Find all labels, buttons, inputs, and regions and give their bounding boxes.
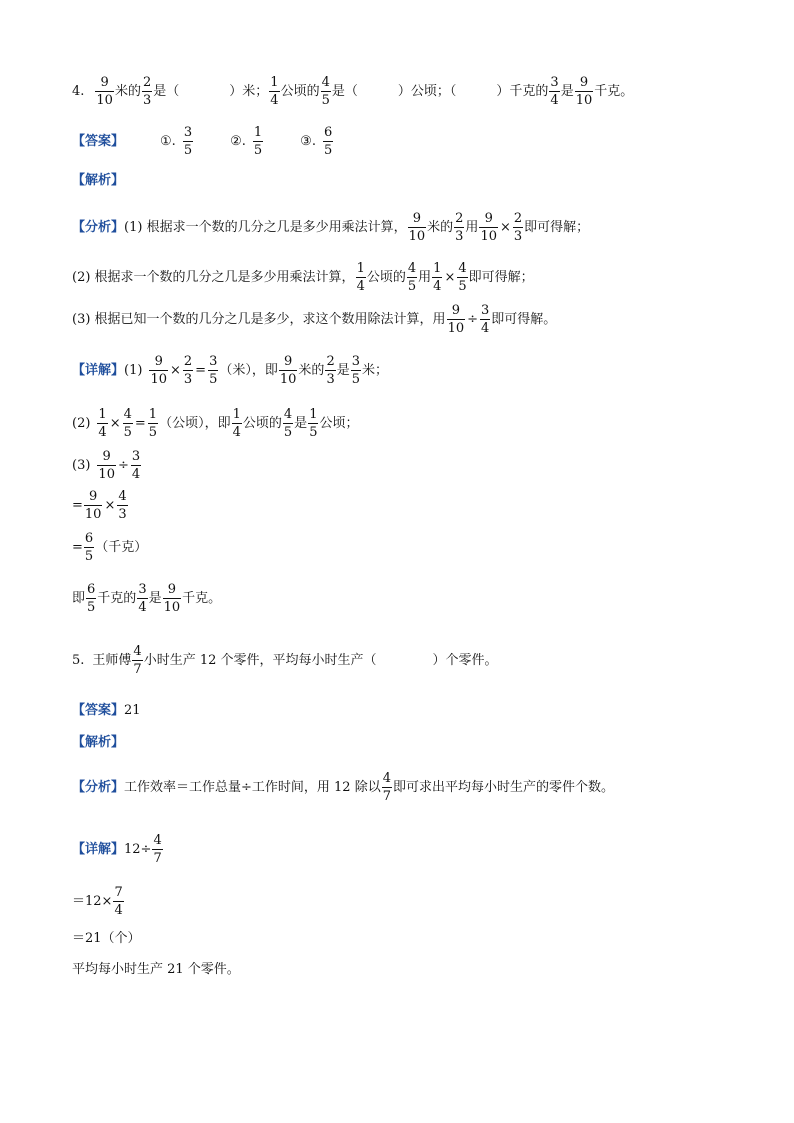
q5-question: 5. 王师傅 $\frac{4}{7}$ 小时生产 12 个零件，平均每小时生产（ ）个零件。 xyxy=(72,644,498,677)
fraction: $\frac{1}{4}$ xyxy=(98,407,107,440)
fraction: $\frac{4}{7}$ xyxy=(133,644,142,677)
q5-conclusion: 平均每小时生产 21 个零件。 xyxy=(72,962,240,977)
q5-fenxi: 【分析】 工作效率＝工作总量÷工作时间，用 12 除以 $\frac{4}{7}$ 即可求出平均每小时生产的零件个数。 xyxy=(72,771,615,804)
fraction: $\frac{3}{4}$ xyxy=(131,449,141,482)
q4-xiangjie-2: (2) $\frac{1}{4}$ × $\frac{4}{5}$ = $\frac{1}{5}$ （公顷），即 $\frac{1}{4}$ 公顷的 $\frac{4}{5}$ 是 $\frac{1}{5}$ 公顷； xyxy=(72,407,359,440)
fraction: $\frac{4}{3}$ xyxy=(118,489,127,522)
xiangjie-label: 【详解】 xyxy=(72,842,125,857)
q4-conclusion: 即 $\frac{6}{5}$ 千克的 $\frac{3}{4}$ 是 $\frac{9}{10}$ 千克。 xyxy=(72,582,222,615)
q4-xiangjie-5: = $\frac{6}{5}$ （千克） xyxy=(72,531,148,564)
fraction: $\frac{3}{5}$ xyxy=(209,354,218,387)
q4-fenxi-3: (3) 根据已知一个数的几分之几是多少，求这个数用除法计算，用 $\frac{9}{10}$ ÷ $\frac{3}{4}$ 即可得解。 xyxy=(72,303,557,336)
fraction: $\frac{1}{5}$ xyxy=(148,407,158,440)
fraction: $\frac{4}{5}$ xyxy=(283,407,293,440)
fraction: $\frac{1}{4}$ xyxy=(433,261,442,294)
fraction: $\frac{2}{3}$ xyxy=(183,354,193,387)
answer-label: 【答案】 xyxy=(72,703,125,718)
fraction: $\frac{3}{4}$ xyxy=(481,303,490,336)
fraction: $\frac{3}{5}$ xyxy=(351,354,361,387)
q5-xiangjie-1: 【详解】 12÷ $\frac{4}{7}$ xyxy=(72,833,162,866)
fraction: $\frac{3}{4}$ xyxy=(138,582,147,615)
fraction: $\frac{9}{10}$ xyxy=(408,211,426,244)
fraction: $\frac{3}{4}$ xyxy=(550,75,559,108)
fraction: $\frac{9}{10}$ xyxy=(279,354,297,387)
jiexi-label: 【解析】 xyxy=(72,173,125,188)
answer-label: 【答案】 xyxy=(72,134,125,149)
fraction: $\frac{9}{10}$ xyxy=(447,303,465,336)
jiexi-label: 【解析】 xyxy=(72,735,125,750)
q5-number: 5. xyxy=(72,653,85,668)
fraction: $\frac{4}{7}$ xyxy=(153,833,162,866)
fenxi-label: 【分析】 xyxy=(72,780,125,795)
fraction: $\frac{4}{5}$ xyxy=(321,75,330,108)
fraction: $\frac{9}{10}$ xyxy=(96,75,113,108)
fraction: $\frac{2}{3}$ xyxy=(513,211,523,244)
q5-jiexi xyxy=(72,736,124,749)
fraction: $\frac{9}{10}$ xyxy=(84,489,102,522)
fraction: $\frac{6}{5}$ xyxy=(84,531,94,564)
fraction: $\frac{1}{4}$ xyxy=(356,261,365,294)
q4-jiexi xyxy=(72,174,124,187)
q5-xiangjie-3: ＝21（个） xyxy=(72,931,141,946)
fraction: $\frac{4}{7}$ xyxy=(382,771,391,804)
fraction: $\frac{2}{3}$ xyxy=(142,75,152,108)
answer-value: 21 xyxy=(124,703,141,718)
q4-number: 4. xyxy=(72,84,85,99)
fraction: $\frac{9}{10}$ xyxy=(163,582,181,615)
fraction: $\frac{4}{5}$ xyxy=(458,261,467,294)
fraction: $\frac{9}{10}$ xyxy=(98,449,115,482)
fraction: $\frac{4}{5}$ xyxy=(123,407,132,440)
xiangjie-label: 【详解】 xyxy=(72,363,125,378)
q4-answer: 【答案】 ①. $\frac{3}{5}$ ②. $\frac{1}{5}$ ③. $\frac{6}{5}$ xyxy=(72,125,333,158)
fraction: $\frac{9}{10}$ xyxy=(575,75,593,108)
fraction: $\frac{3}{5}$ xyxy=(183,125,193,158)
fraction: $\frac{1}{4}$ xyxy=(232,407,241,440)
q4-question: 4. $\frac{9}{10}$ 米的 $\frac{2}{3}$ 是（ ）米； $\frac{1}{4}$ 公顷的 $\frac{4}{5}$ 是（ ）公顷；（ ）千克的 $\frac{3}{4}$ 是 $\frac{9}{10}$ 千克。 xyxy=(72,75,634,108)
q5-answer xyxy=(72,704,141,717)
fraction: $\frac{9}{10}$ xyxy=(150,354,167,387)
fraction: $\frac{4}{5}$ xyxy=(407,261,417,294)
fraction: $\frac{1}{5}$ xyxy=(253,125,263,158)
fraction: $\frac{9}{10}$ xyxy=(480,211,497,244)
fraction: $\frac{6}{5}$ xyxy=(87,582,96,615)
fraction: $\frac{6}{5}$ xyxy=(323,125,333,158)
q4-xiangjie-3: (3) $\frac{9}{10}$ ÷ $\frac{3}{4}$ xyxy=(72,449,141,482)
q4-xiangjie-4: = $\frac{9}{10}$ × $\frac{4}{3}$ xyxy=(72,489,127,522)
fraction: $\frac{1}{4}$ xyxy=(270,75,279,108)
fenxi-label: 【分析】 xyxy=(72,220,125,235)
fraction: $\frac{2}{3}$ xyxy=(326,354,335,387)
q4-fenxi-2: (2) 根据求一个数的几分之几是多少用乘法计算， $\frac{1}{4}$ 公顷的 $\frac{4}{5}$ 用 $\frac{1}{4}$ × $\frac{4}{5}$ 即可得解； xyxy=(72,261,534,294)
fraction: $\frac{2}{3}$ xyxy=(455,211,464,244)
fraction: $\frac{1}{5}$ xyxy=(309,407,318,440)
q4-fenxi-1: 【分析】 (1) 根据求一个数的几分之几是多少用乘法计算， $\frac{9}{10}$ 米的 $\frac{2}{3}$ 用 $\frac{9}{10}$ × $\frac{2}{3}$ 即可得解； xyxy=(72,211,590,244)
q5-xiangjie-2: ＝12× $\frac{7}{4}$ xyxy=(72,885,123,918)
fraction: $\frac{7}{4}$ xyxy=(114,885,123,918)
q4-xiangjie-1: 【详解】 (1) $\frac{9}{10}$ × $\frac{2}{3}$ = $\frac{3}{5}$ （米），即 $\frac{9}{10}$ 米的 $\frac{2}{3}$ 是 $\frac{3}{5}$ 米； xyxy=(72,354,389,387)
